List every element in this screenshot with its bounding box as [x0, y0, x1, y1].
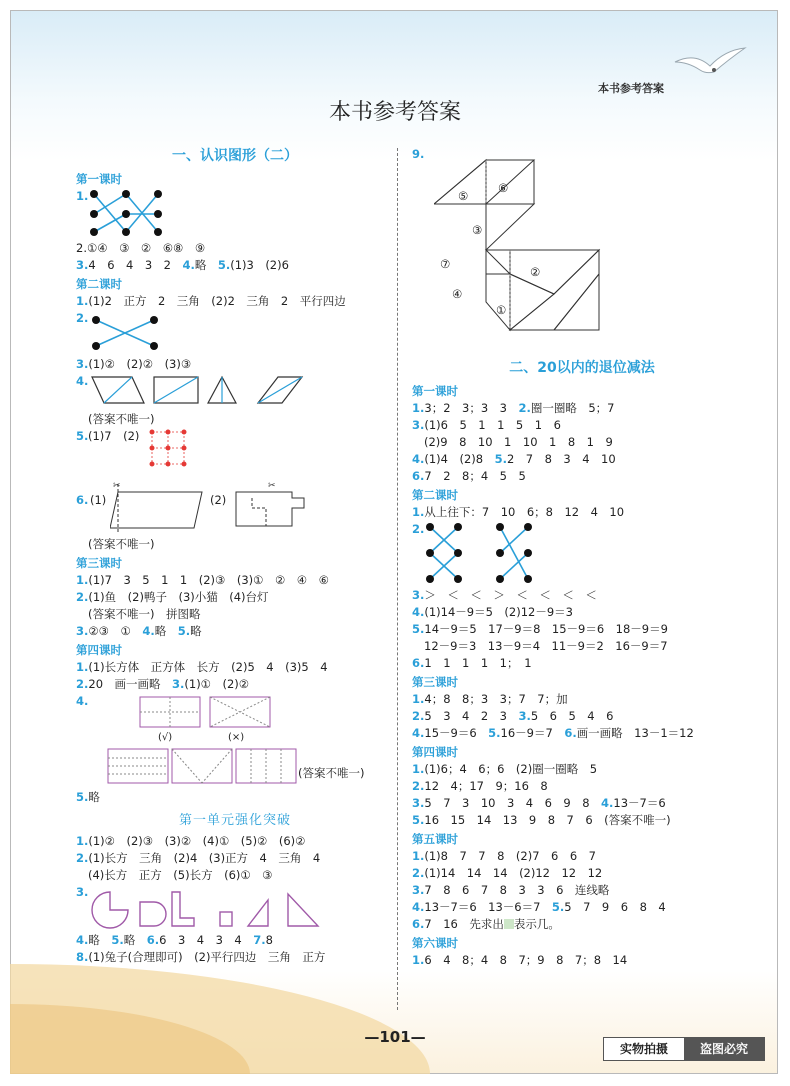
answer-line: 1.(1)7 3 5 1 1 (2)③ (3)① ② ④ ⑥	[76, 573, 329, 587]
answer-line: (答案不唯一) 拼图略	[88, 607, 201, 621]
answer-line: 12－9＝3 13－9＝4 11－9＝2 16－9＝7	[424, 639, 668, 653]
lesson-title: 第二课时	[76, 277, 122, 291]
answer-line: 3.4 6 4 3 2 4.略 5.(1)3 (2)6	[76, 258, 289, 272]
lesson-title: 第四课时	[412, 745, 458, 759]
lesson-title: 第一课时	[76, 172, 122, 186]
tangram-figure: 9. ⑤ ⑥ ③ ⑦ ② ④ ①	[412, 146, 752, 346]
lesson-title: 第三课时	[412, 675, 458, 689]
answer-line: 5.16 15 14 13 9 8 7 6 (答案不唯一)	[412, 813, 671, 827]
answer-line: 6.7 2 8；4 5 5	[412, 469, 526, 483]
dot-match-figure-2: 2.	[76, 310, 394, 356]
section-heading: 一、认识图形（二）	[172, 148, 298, 164]
answer-line: 2.(1)14 14 14 (2)12 12 12	[412, 866, 603, 880]
lesson-title: 第二课时	[412, 488, 458, 502]
section-heading: 二、20以内的退位减法	[509, 360, 655, 376]
answer-line: 6.1 1 1 1 1； 1	[412, 656, 532, 670]
answer-line: 2.5 3 4 2 3 3.5 6 5 4 6	[412, 709, 614, 723]
answer-note: (答案不唯一)	[88, 412, 155, 426]
green-box-icon	[504, 919, 514, 929]
unit-heading: 第一单元强化突破	[178, 813, 291, 828]
shapes-figure: 3.	[76, 884, 394, 932]
answer-line: 2.20 画一画略 3.(1)① (2)②	[76, 677, 250, 691]
svg-text:✂: ✂	[268, 481, 276, 491]
answer-line: 5.14－9＝5 17－9＝8 15－9＝6 18－9＝9	[412, 622, 668, 636]
answer-note: (答案不唯一)	[88, 537, 155, 551]
answer-line: 4.略 5.略 6.6 3 4 3 4 7.8	[76, 933, 273, 947]
answer-line: 3.5 7 3 10 3 4 6 9 8 4.13－7＝6	[412, 796, 666, 810]
shapes-diagram	[88, 373, 328, 409]
answer-line: 2.12 4；17 9；16 8	[412, 779, 548, 793]
fold-rectangles	[106, 693, 326, 789]
lesson-title: 第五课时	[412, 832, 458, 846]
svg-text:✂: ✂	[113, 481, 121, 491]
shape-split-figure: 4.	[76, 373, 394, 411]
watermark-stamp	[603, 1037, 765, 1061]
answer-line: 2.(1)长方 三角 (2)4 (3)正方 4 三角 4	[76, 851, 321, 865]
right-column	[412, 146, 752, 969]
answer-line: 1.从上往下：7 10 6；8 12 4 10	[412, 505, 625, 519]
answer-line: (2)9 8 10 1 10 1 8 1 9	[424, 435, 613, 449]
answer-line: 3.(1)② (2)② (3)③	[76, 357, 192, 371]
answer-line: (4)长方 正方 (5)长方 (6)① ③	[88, 868, 273, 882]
red-dot-grid	[148, 428, 188, 472]
shapes-row	[88, 888, 338, 932]
column-divider	[397, 148, 398, 1010]
answer-line: 4.13－7＝6 13－6＝7 5.5 7 9 6 8 4	[412, 900, 666, 914]
fold-figure: 4. (√) (×) (答案不唯一)	[76, 693, 394, 789]
answer-line: 3.(1)6 5 1 1 5 1 6	[412, 418, 561, 432]
lesson-title: 第一课时	[412, 384, 458, 398]
stamp-right: 盗图必究	[684, 1038, 764, 1060]
answer-line: 2.(1)鱼 (2)鸭子 (3)小猫 (4)台灯	[76, 590, 269, 604]
answer-line: 1.(1)6；4 6；6 (2)圈一圈略 5	[412, 762, 598, 776]
header-label: 本书参考答案	[598, 82, 664, 95]
answer-line: 1.3；2 3；3 3 2.圈一圈略 5；7	[412, 401, 615, 415]
answer-line: 3.7 8 6 7 8 3 3 6 连线略	[412, 883, 610, 897]
dot-match-figure-3: 2.	[412, 521, 752, 587]
question-number: 1.	[76, 189, 89, 203]
answer-line: 3.②③ ① 4.略 5.略	[76, 624, 202, 638]
answer-line: 6.7 16 先求出 表示几。	[412, 917, 560, 931]
page-title: 本书参考答案	[328, 100, 461, 125]
answer-line: 5.略	[76, 790, 100, 804]
seagull-icon	[670, 44, 750, 84]
page-number: —101—	[364, 1028, 426, 1046]
dot-connect-diagram	[88, 312, 178, 356]
dot-connect-diagram	[424, 521, 574, 585]
lesson-title: 第四课时	[76, 643, 122, 657]
lesson-title: 第六课时	[412, 936, 458, 950]
answer-line: 8.(1)兔子(合理即可) (2)平行四边 三角 正方	[76, 950, 326, 964]
cut-parallelogram	[110, 478, 210, 536]
answer-line: 1.(1)8 7 7 8 (2)7 6 6 7	[412, 849, 596, 863]
answer-line: 1.(1)长方体 正方体 长方 (2)5 4 (3)5 4	[76, 660, 328, 674]
answer-line: 1.(1)2 正方 2 三角 (2)2 三角 2 平行四边	[76, 294, 346, 308]
answer-line: 4.15－9＝6 5.16－9＝7 6.画一画略 13－1＝12	[412, 726, 694, 740]
grid-dot-figure: 5. (1)7 (2)	[76, 428, 394, 478]
answer-line: 4.(1)4 (2)8 5.2 7 8 3 4 10	[412, 452, 616, 466]
answer-line: 2.①④ ③ ② ⑥⑧ ⑨	[76, 241, 206, 255]
answer-line: 1.4；8 8；3 3；7 7；加	[412, 692, 568, 706]
dot-connect-diagram	[88, 188, 208, 240]
lesson-title: 第三课时	[76, 556, 122, 570]
cut-paper-figure: 6. (1) ✂ (2) ✂	[76, 478, 394, 536]
answer-line: 1.6 4 8；4 8 7；9 8 7；8 14	[412, 953, 628, 967]
answer-line: 1.(1)② (2)③ (3)② (4)① (5)② (6)②	[76, 834, 306, 848]
tangram-swan	[434, 154, 634, 350]
dot-match-figure-1	[76, 188, 394, 240]
answer-line: 4.(1)14－9＝5 (2)12－9＝3	[412, 605, 573, 619]
stamp-left: 实物拍摄	[604, 1038, 684, 1060]
answer-line: 3.＞ ＜ ＜ ＞ ＜ ＜ ＜ ＜	[412, 588, 597, 602]
left-column	[76, 146, 394, 966]
cut-shape	[232, 478, 322, 536]
